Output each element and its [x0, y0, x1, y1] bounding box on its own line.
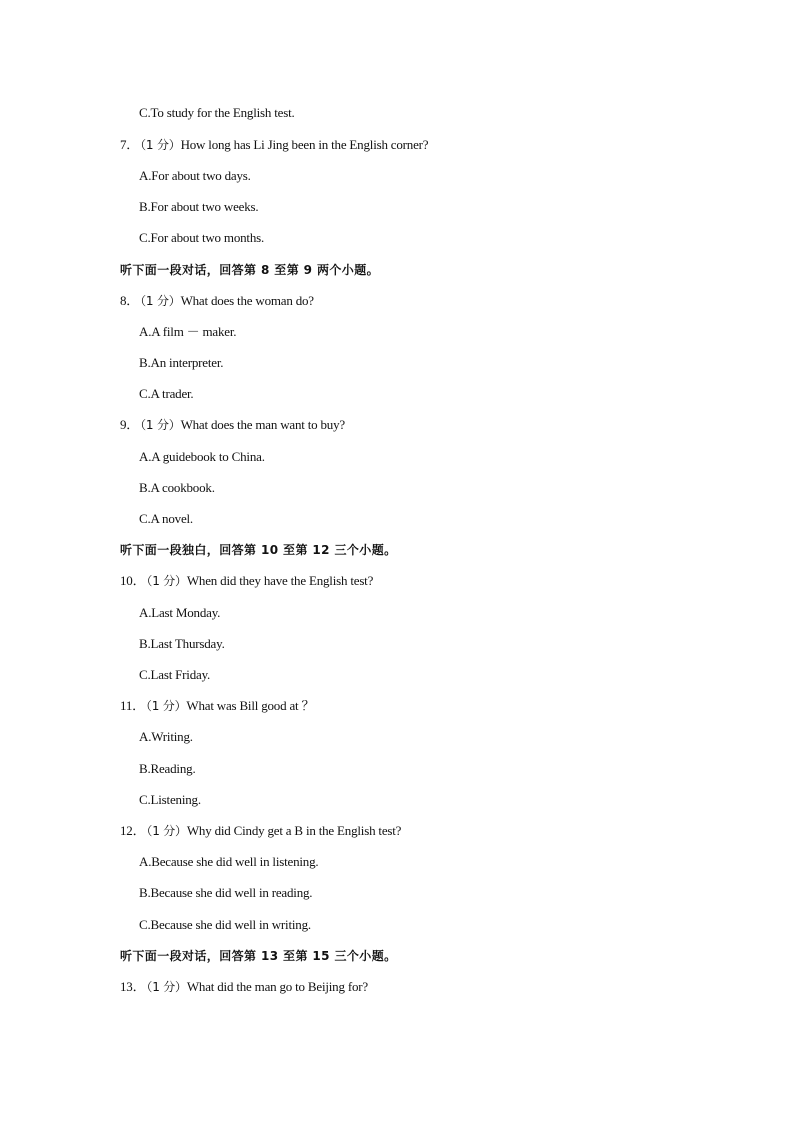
- question-score: （1 分）: [140, 294, 181, 308]
- option-8c: C.A trader.: [139, 386, 194, 401]
- question-score: （1 分）: [146, 980, 187, 994]
- question-text: What does the man want to buy?: [180, 417, 345, 432]
- option-11c: C.Listening.: [139, 792, 201, 807]
- question-text: What does the woman do?: [180, 293, 314, 308]
- option-9b: B.A cookbook.: [139, 480, 215, 495]
- question-score: （1 分）: [146, 824, 187, 838]
- question-score: （1 分）: [145, 699, 187, 713]
- question-8: [120, 293, 314, 309]
- question-text: When did they have the English test?: [186, 573, 374, 588]
- question-9: [120, 417, 345, 433]
- option-8b: B.An interpreter.: [139, 355, 224, 370]
- question-score: （1 分）: [140, 138, 181, 152]
- question-10: [120, 573, 373, 589]
- question-number: 10．: [120, 573, 146, 588]
- question-number: 11．: [120, 698, 145, 713]
- option-7c: C.For about two months.: [139, 230, 265, 245]
- option-6c: C.To study for the English test.: [139, 105, 295, 120]
- section-instruction-8-9: 听下面一段对话，回答第 8 至第 9 两个小题。: [120, 263, 380, 277]
- question-text: What was Bill good at ？: [186, 698, 315, 713]
- option-10a: A.Last Monday.: [139, 605, 221, 620]
- question-12: [120, 823, 401, 839]
- option-10b: B.Last Thursday.: [139, 636, 225, 651]
- question-7: [120, 137, 428, 153]
- question-number: 8．: [120, 293, 140, 308]
- option-12b: B.Because she did well in reading.: [139, 885, 313, 900]
- option-12c: C.Because she did well in writing.: [139, 917, 311, 932]
- question-number: 9．: [120, 417, 140, 432]
- option-9c: C.A novel.: [139, 511, 193, 526]
- question-11: [120, 698, 314, 714]
- question-text: What did the man go to Beijing for?: [186, 979, 368, 994]
- option-9a: A.A guidebook to China.: [139, 449, 265, 464]
- question-text: Why did Cindy get a B in the English test?: [186, 823, 402, 838]
- question-13: [120, 979, 368, 995]
- option-10c: C.Last Friday.: [139, 667, 211, 682]
- section-instruction-13-15: 听下面一段对话，回答第 13 至第 15 三个小题。: [120, 949, 397, 963]
- option-7b: B.For about two weeks.: [139, 199, 259, 214]
- option-12a: A.Because she did well in listening.: [139, 854, 319, 869]
- section-instruction-10-12: 听下面一段独白，回答第 10 至第 12 三个小题。: [120, 543, 397, 557]
- question-number: 13．: [120, 979, 146, 994]
- question-text: How long has Li Jing been in the English corner?: [180, 137, 429, 152]
- option-11a: A.Writing.: [139, 729, 193, 744]
- option-8a: A.A film － maker.: [139, 324, 237, 339]
- question-number: 12．: [120, 823, 146, 838]
- question-score: （1 分）: [140, 418, 181, 432]
- question-score: （1 分）: [146, 574, 187, 588]
- option-11b: B.Reading.: [139, 761, 196, 776]
- question-number: 7．: [120, 137, 140, 152]
- option-7a: A.For about two days.: [139, 168, 251, 183]
